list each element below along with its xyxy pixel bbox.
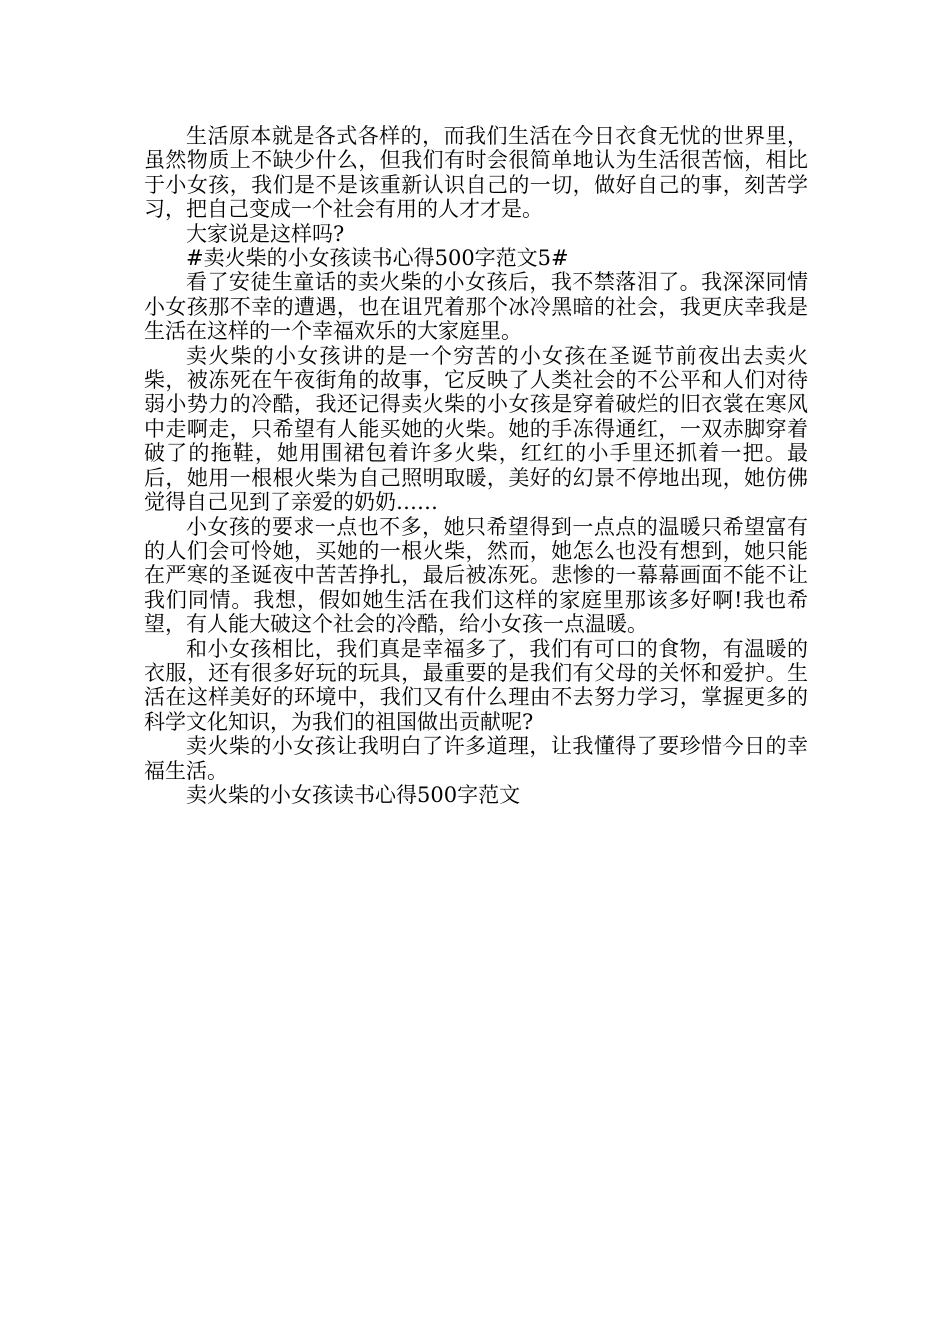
document-title-line: 卖火柴的小女孩读书心得500字范文 — [186, 782, 521, 807]
paragraph-1: 生活原本就是各式各样的，而我们生活在今日衣食无忧的世界里，虽然物质上不缺少什么，但我们有时会很简单地认为生活很苦恼，相比于小女孩，我们是不是该重新认识自己的一切，做好自己的事，刻苦学习，把自己变成一个社会有用的人才才是。 — [144, 124, 808, 222]
paragraph-7: 卖火柴的小女孩让我明白了许多道理，让我懂得了要珍惜今日的幸福生活。 — [144, 734, 808, 783]
paragraph-5: 小女孩的要求一点也不多，她只希望得到一点点的温暖只希望富有的人们会可怜她，买她的一根火柴，然而，她怎么也没有想到，她只能在严寒的圣诞夜中苦苦挣扎，最后被冻死。悲惨的一幕幕画面不能不让我们同情。我想，假如她生活在我们这样的家庭里那该多好啊!我也希望，有人能大破这个社会的冷酷，给小女孩一点温暖。 — [144, 514, 808, 637]
document-page — [144, 124, 808, 807]
section-heading: #卖火柴的小女孩读书心得500字范文5# — [186, 246, 569, 271]
paragraph-4: 卖火柴的小女孩讲的是一个穷苦的小女孩在圣诞节前夜出去卖火柴，被冻死在午夜街角的故事，它反映了人类社会的不公平和人们对待弱小势力的冷酷，我还记得卖火柴的小女孩是穿着破烂的旧衣裳在寒风中走啊走，只希望有人能买她的火柴。她的手冻得通红，一双赤脚穿着破了的拖鞋，她用围裙包着许多火柴，红红的小手里还抓着一把。最后，她用一根根火柴为自己照明取暖，美好的幻景不停地出现，她仿佛觉得自己见到了亲爱的奶奶…… — [144, 343, 808, 515]
paragraph-2: 大家说是这样吗? — [186, 221, 345, 246]
paragraph-3: 看了安徒生童话的卖火柴的小女孩后，我不禁落泪了。我深深同情小女孩那不幸的遭遇，也在诅咒着那个冰冷黑暗的社会，我更庆幸我是生活在这样的一个幸福欢乐的大家庭里。 — [144, 270, 808, 344]
paragraph-6: 和小女孩相比，我们真是幸福多了，我们有可口的食物，有温暖的衣服，还有很多好玩的玩具，最重要的是我们有父母的关怀和爱护。生活在这样美好的环境中，我们又有什么理由不去努力学习，掌握更多的科学文化知识，为我们的祖国做出贡献呢? — [144, 636, 808, 734]
